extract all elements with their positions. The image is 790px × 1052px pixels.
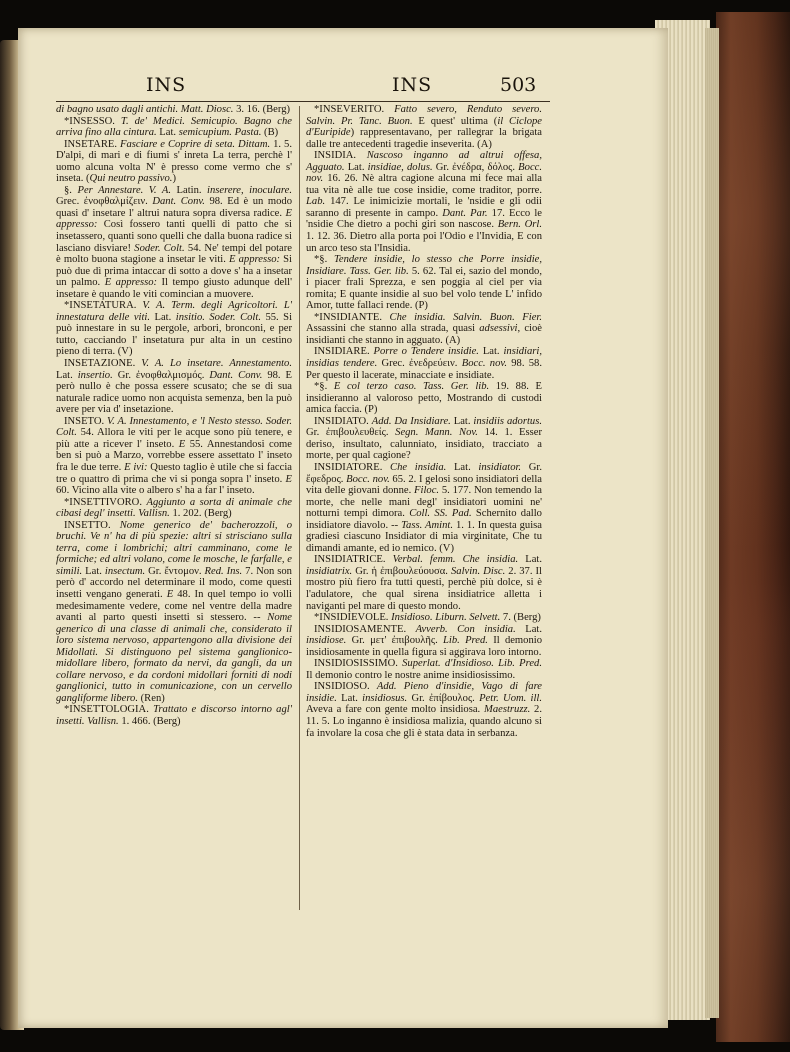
entry-italic-text: Add. Pieno d'insidie, Vago di fare insidie. <box>306 681 542 704</box>
dictionary-entry <box>56 520 292 705</box>
entry-italic-text: Soder. Colt. <box>134 242 185 254</box>
entry-italic-text: Petr. Uom. ill. <box>479 692 543 704</box>
entry-italic-text: Superlat. d'Insidioso. Lib. Pred. <box>402 658 542 670</box>
entry-text: 16. 26. Nè altra cagione alcuna mi fece mai alla tua vita nè alle tue cose insidie, come traditor, porre. <box>306 173 542 196</box>
entry-text: Lat. <box>344 161 368 173</box>
entry-text: E quest' ultima ( <box>412 115 498 127</box>
entry-text: Grec. ἐνεδρεύειν. <box>377 358 462 370</box>
entry-text: Lat. <box>336 692 363 704</box>
dictionary-entry <box>306 381 542 416</box>
dictionary-entry <box>56 139 292 185</box>
entry-text: (Ren) <box>138 692 165 704</box>
entry-text: 19. 88. E insidieranno al valoroso petto, Mostrando di custodi amica faccia. (P) <box>306 381 543 416</box>
entry-italic-text: insectum. <box>104 565 146 577</box>
entry-text: Il tempo giusto adunque dell' insetare è quando le viti comincian a muovere. <box>56 277 292 300</box>
entry-text: INSIDIOSISSIMO. <box>314 658 403 670</box>
dictionary-entry <box>56 416 292 497</box>
dictionary-entry <box>306 254 542 312</box>
entry-text: *INSETATURA. <box>64 300 143 312</box>
entry-italic-text: E <box>178 438 186 450</box>
entry-italic-text: insidiose. <box>306 635 347 647</box>
entry-italic-text: Verbal. femm. Che insidia. <box>392 554 519 566</box>
dictionary-entry <box>56 358 292 416</box>
entry-text: Gr. ἔφεδρος. <box>306 461 543 485</box>
entry-italic-text: Fasciare e Coprire di seta. Dittam. <box>120 138 271 150</box>
entry-text: INSIDIOSO. <box>314 681 377 693</box>
entry-text: 7. Non son però d' accordo nel determinare il modo, come questi insetti vengano generati. <box>56 565 292 600</box>
entry-text: 7. (Berg) <box>500 612 541 624</box>
dictionary-entry <box>306 346 542 381</box>
entry-text: 54. Allora le viti per le acque sono più tenere, e più atte a ricever l' inseto. <box>56 427 292 450</box>
header-left-word: INS <box>146 74 187 96</box>
entry-italic-text: Red. Ins. <box>204 565 243 577</box>
entry-text: Gr. ἐνοφθαλμισμός. <box>112 369 210 381</box>
entry-italic-text: Aggiunto a sorta di animale che cibasi degl' insetti. Vallisn. <box>56 496 293 520</box>
entry-italic-text: Insidioso. Liburn. Selvett. <box>391 612 501 624</box>
entry-text: Lat. <box>82 565 105 577</box>
left-column <box>56 104 292 728</box>
entry-text: 55. Annestandosi come ben si può a Marzo, vorrebbe essere assettato l' inseto fra le due terre. <box>56 438 292 473</box>
dictionary-entry <box>306 462 542 554</box>
entry-italic-text: Nome generico di una classe di animali che, considerato il loro sistema nervoso, appartengono alla divisione dei Midollati. Si distinguono pel sistema ganglionico-midollare libero, formato da nervi, da gangli, da un collare nervoso, e da cordoni midollari forniti di nodi ganglionici, tutto in comunicazione, con un cervello gangliforme libero. <box>56 612 292 704</box>
entry-text: Latin. <box>171 184 208 196</box>
entry-italic-text: Salvin. Disc. <box>451 565 506 577</box>
entry-italic-text: Segn. Mann. Nov. <box>395 427 478 439</box>
dictionary-entry <box>306 312 542 347</box>
entry-italic-text: Tendere insidie, lo stesso che Porre insidie, Insidiare. Tass. Ger. lib. <box>306 254 543 277</box>
entry-italic-text: E appresso: <box>56 207 292 231</box>
column-divider <box>299 106 300 910</box>
entry-text: Lat. <box>450 415 474 427</box>
dictionary-entry <box>306 612 542 624</box>
entry-italic-text: V. A. Lo insetare. Annestamento. <box>141 358 292 370</box>
dictionary-entry <box>306 624 542 659</box>
entry-italic-text: Dant. Par. <box>442 207 488 219</box>
entry-text: INSETO. <box>64 415 108 427</box>
entry-italic-text: Nome generico de' bacherozzoli, o bruchi. Ve n' ha di più spezie: altri si strisciano sulla terra, come i lombrichi; altri camminano, come le formiche; ed altri volano, come le mosche, le farfalle, e simili. <box>56 519 292 577</box>
dictionary-entry <box>306 150 542 254</box>
entry-italic-text: E <box>285 473 292 485</box>
entry-text: 98. Ed è un modo quasi d' insetare l' altrui natura sopra diversa radice. <box>56 196 292 219</box>
page-stack-edge <box>705 28 719 1018</box>
entry-text: Lat. <box>156 127 179 139</box>
entry-italic-text: Add. Da Insidiare. <box>371 415 451 427</box>
dictionary-entry <box>56 104 292 116</box>
entry-text: 60. Vicino alla vite o albero s' ha a far l' inseto. <box>56 485 255 497</box>
entry-italic-text: Lib. Pred. <box>443 635 488 647</box>
entry-italic-text: Dant. Conv. <box>152 196 205 208</box>
entry-text: 3. 16. (Berg) <box>233 104 291 115</box>
entry-text: 1. 466. (Berg) <box>118 715 181 727</box>
entry-italic-text: E appresso: <box>104 277 158 289</box>
header-rule <box>56 101 550 102</box>
header-right-word: INS <box>392 74 433 96</box>
page-number: 503 <box>500 74 537 96</box>
dictionary-entry <box>306 104 542 150</box>
entry-text: 65. 2. I gelosi sono insidiatori della vita delle giovani donne. <box>306 473 542 497</box>
entry-text: *INSEVERITO. <box>314 104 395 115</box>
entry-text: *INSETTIVORO. <box>64 496 147 508</box>
entry-italic-text: insitio. Soder. Colt. <box>175 311 261 323</box>
entry-text: INSETAZIONE. <box>64 358 142 370</box>
entry-text: INSIDIATO. <box>314 415 372 427</box>
entry-italic-text: Maestruzz. <box>484 704 531 716</box>
entry-italic-text: insertio. <box>77 369 113 381</box>
entry-text: 5. 177. Non temendo la morte, che nelle mani degl' insidiatori uomini ne' notturni tempi dimora. <box>306 485 542 520</box>
entry-text: INSIDIARE. <box>314 346 374 358</box>
entry-italic-text: semicupium. Pasta. <box>178 127 262 139</box>
entry-italic-text: insidiosus. <box>362 692 408 704</box>
dictionary-entry <box>56 704 292 727</box>
entry-italic-text: T. de' Medici. Semicupio. Bagno che arriva fino alla cintura. <box>56 115 292 139</box>
entry-text: Lat. <box>518 554 543 566</box>
entry-text: Schernito dallo insidiatore diavolo. -- <box>306 508 542 531</box>
entry-text: *INSIDIANTE. <box>314 311 390 323</box>
entry-text: Gr. ἔντομον. <box>145 565 205 577</box>
entry-text: Lat. <box>150 311 176 323</box>
entry-text: Il demonio contro le nostre anime insidiosissimo. <box>306 669 516 681</box>
entry-text: Grec. ἐνοφθαλμίζειν. <box>56 196 153 208</box>
entry-text: 147. Le inimicizie mortali, le 'nsidie e gli odii saranno di presente in campo. <box>306 196 542 219</box>
entry-italic-text: insidiatrix. <box>306 565 353 577</box>
entry-text: Aveva a fare con gente molto insidiosa. <box>306 704 485 716</box>
entry-text: INSIDIOSAMENTE. <box>314 623 416 635</box>
entry-text: *§. <box>314 381 334 393</box>
entry-text: *INSIDIEVOLE. <box>314 612 392 624</box>
entry-italic-text: insidiari, insidias tendere. <box>306 346 543 370</box>
entry-text: *INSETTOLOGIA. <box>64 704 154 716</box>
entry-text: Lat. <box>56 369 78 381</box>
entry-text: 17. Ecco le 'nsidie Che dietro a pochi giri son nascose. <box>306 207 542 231</box>
entry-text: INSIDIATRICE. <box>314 554 393 566</box>
entry-text: Gr. μετ' ἐπιβουλῆς. <box>346 635 444 647</box>
entry-text: 48. In quel tempo io volli medesimamente vedere, come nel ventre della madre avanti al parto questi insetti si stessero. -- <box>56 588 292 624</box>
entry-text: Questo taglio è utile che si faccia tre o quattro dì prima che vi si ponga sopra l' inseto. <box>56 461 292 485</box>
entry-text: (B) <box>261 127 279 139</box>
entry-italic-text: Per Annestare. V. A. <box>77 184 172 196</box>
entry-italic-text: Dant. Conv. <box>209 369 263 381</box>
dictionary-entry <box>306 658 542 681</box>
dictionary-entry <box>56 300 292 358</box>
entry-text: 2. 37. Il mostro più fiero fra tutti questi, perchè più dolce, si è l'adulatore, che qual sirena insidiatrice alletta i naviganti pel mare di questo mondo. <box>306 565 542 612</box>
dictionary-entry <box>306 416 542 462</box>
entry-text: Lat. <box>446 461 479 473</box>
entry-text: 98. E però nullo è che possa essere scusato; che se di sua naturale radice uomo non acquista semenza, ben la può avere per via d' insetazione. <box>56 369 292 416</box>
entry-text: 14. 1. Esser deriso, insultato, calunniato, insidiato, tracciato a morte, per qual cagione? <box>306 427 542 462</box>
entry-italic-text: Che insidia. <box>390 461 447 473</box>
entry-text: Il demonio insidiosamente in quella figura si aggirava loro intorno. <box>306 635 543 658</box>
entry-text: Lat. <box>478 346 504 358</box>
entry-text: INSIDIA. <box>314 150 367 162</box>
entry-text: ) rappresentavano, per rallegrar la brigata dalle tre antecedenti tragedie inseverita. (A) <box>306 127 542 150</box>
cover-texture <box>716 12 790 1042</box>
entry-italic-text: E appresso: <box>229 254 281 266</box>
entry-text: 55. Si può innestare in su le pergole, arbori, bronconi, e per tutto, cacciando l' insetatura pur alta in un cestino pieno di terra. (V) <box>56 311 293 358</box>
dictionary-entry <box>56 185 292 300</box>
entry-italic-text: Porre o Tendere insidie. <box>373 346 479 358</box>
entry-italic-text: adsessivi <box>479 323 518 335</box>
entry-text: , cioè insidianti che stanno in agguato. (A) <box>306 323 542 346</box>
entry-italic-text: E ivi: <box>124 461 148 473</box>
entry-italic-text: il Ciclope d'Euripide <box>306 115 542 139</box>
entry-italic-text: Filoc. <box>414 485 440 497</box>
entry-text: 1. 202. (Berg) <box>169 508 232 520</box>
dictionary-entry <box>56 116 292 139</box>
entry-text: Gr. ἐπιβουλευθείς. <box>306 427 396 439</box>
entry-italic-text: Lab. <box>306 196 326 208</box>
entry-text: Gr. ἐπίβουλος. <box>407 692 480 704</box>
entry-italic-text: Fatto severo, Renduto severo. Salvin. Pr. Tanc. Buon. <box>306 104 543 127</box>
entry-text: §. <box>64 184 78 196</box>
entry-text: 1. 5. D'alpi, di mari e di fiumi s' inreta La terra, perchè l' uomo alcuna volta N' è presso come vermo che s' inseta. ( <box>56 138 292 185</box>
entry-text: 98. 58. Per questo il lacerate, minacciate e insidiate. <box>306 358 542 381</box>
entry-text: Così fossero tanti quelli di patto che si insetassero, quanti sono quelli che dalla buona radice si lasciano disviare! <box>56 219 292 254</box>
entry-text: Gr. ἐνέδρα, δόλος. <box>432 161 519 173</box>
entry-italic-text: Trattato e discorso intorno agl' insetti. Vallisn. <box>56 704 292 727</box>
entry-italic-text: V. A. Term. degli Agricoltori. L' innestatura delle viti. <box>56 300 292 323</box>
entry-italic-text: Tass. Amint. <box>401 519 453 531</box>
entry-text: *INSESSO. <box>64 115 121 127</box>
entry-text: 5. 62. Tal ei, sazio del mondo, i piacer frali Sprezza, e sen poggia al ciel per via romita; E quante insidie al suo bel volo tende L' infido Amor, tutte fallaci rende. (P) <box>306 265 542 312</box>
entry-italic-text: Qui neutro passivo. <box>89 173 173 185</box>
right-column <box>306 104 542 739</box>
entry-italic-text: E <box>166 588 174 600</box>
entry-text: INSIDIATORE. <box>314 461 391 473</box>
entry-text: Lat. <box>515 623 542 635</box>
entry-italic-text: Bocc. nov. <box>306 161 542 185</box>
dictionary-entry <box>56 497 292 520</box>
entry-italic-text: insidiator. <box>478 461 522 473</box>
entry-text: *§. <box>314 254 334 266</box>
entry-italic-text: Bocc. nov. <box>346 473 390 485</box>
entry-text: INSETARE. <box>64 138 120 150</box>
entry-italic-text: Che insidia. Salvin. Buon. Fier. <box>389 311 542 323</box>
entry-italic-text: insidiae, dolus. <box>367 161 433 173</box>
entry-text: 2. 11. 5. Lo inganno è insidiosa malizia, quando alcuno si fa involare la cosa che gli è stata data in serbanza. <box>306 704 542 739</box>
dictionary-entry <box>306 554 542 612</box>
entry-text: 54. Ne' tempi del potare è molto buona stagione a insetar le viti. <box>56 242 292 266</box>
entry-text: Si può due dì prima intaccar di sotto a dove s' ha a insetar un palmo. <box>56 254 292 289</box>
entry-italic-text: insidiis adortus. <box>473 415 542 427</box>
entry-text: Gr. ἡ ἐπιβουλεύουσα. <box>352 565 451 577</box>
entry-italic-text: E col terzo caso. Tass. Ger. lib. <box>333 381 490 393</box>
entry-italic-text: Bern. Orl. <box>497 219 542 231</box>
entry-text: ) <box>172 173 176 185</box>
entry-italic-text: Avverb. Con insidia. <box>415 623 516 635</box>
entry-text: 1. 12. 36. Dietro alla porta poi l'Odio e l'Invidia, E con un arco teso sta l'Insidia. <box>306 231 542 254</box>
entry-italic-text: V. A. Innestamento, e 'l Nesto stesso. Soder. Colt. <box>56 415 292 439</box>
entry-text: Assassini che stanno alla strada, quasi <box>306 323 480 335</box>
entry-italic-text: di bagno usato dagli antichi. Matt. Diosc. <box>56 104 234 115</box>
entry-italic-text: Nascoso inganno ad altrui offesa, Agguato. <box>306 150 542 173</box>
entry-italic-text: Bocc. nov. <box>461 358 507 370</box>
entry-text: 1. 1. In questa guisa gradiesi ciascuno Insidiator di mia virginitate, Che tu dimandi amante, ed io nemico. (V) <box>306 519 542 554</box>
dictionary-entry <box>306 681 542 739</box>
entry-italic-text: inserere, inoculare. <box>207 184 292 196</box>
entry-italic-text: Coll. SS. Pad. <box>409 508 472 520</box>
entry-text: INSETTO. <box>64 519 120 531</box>
